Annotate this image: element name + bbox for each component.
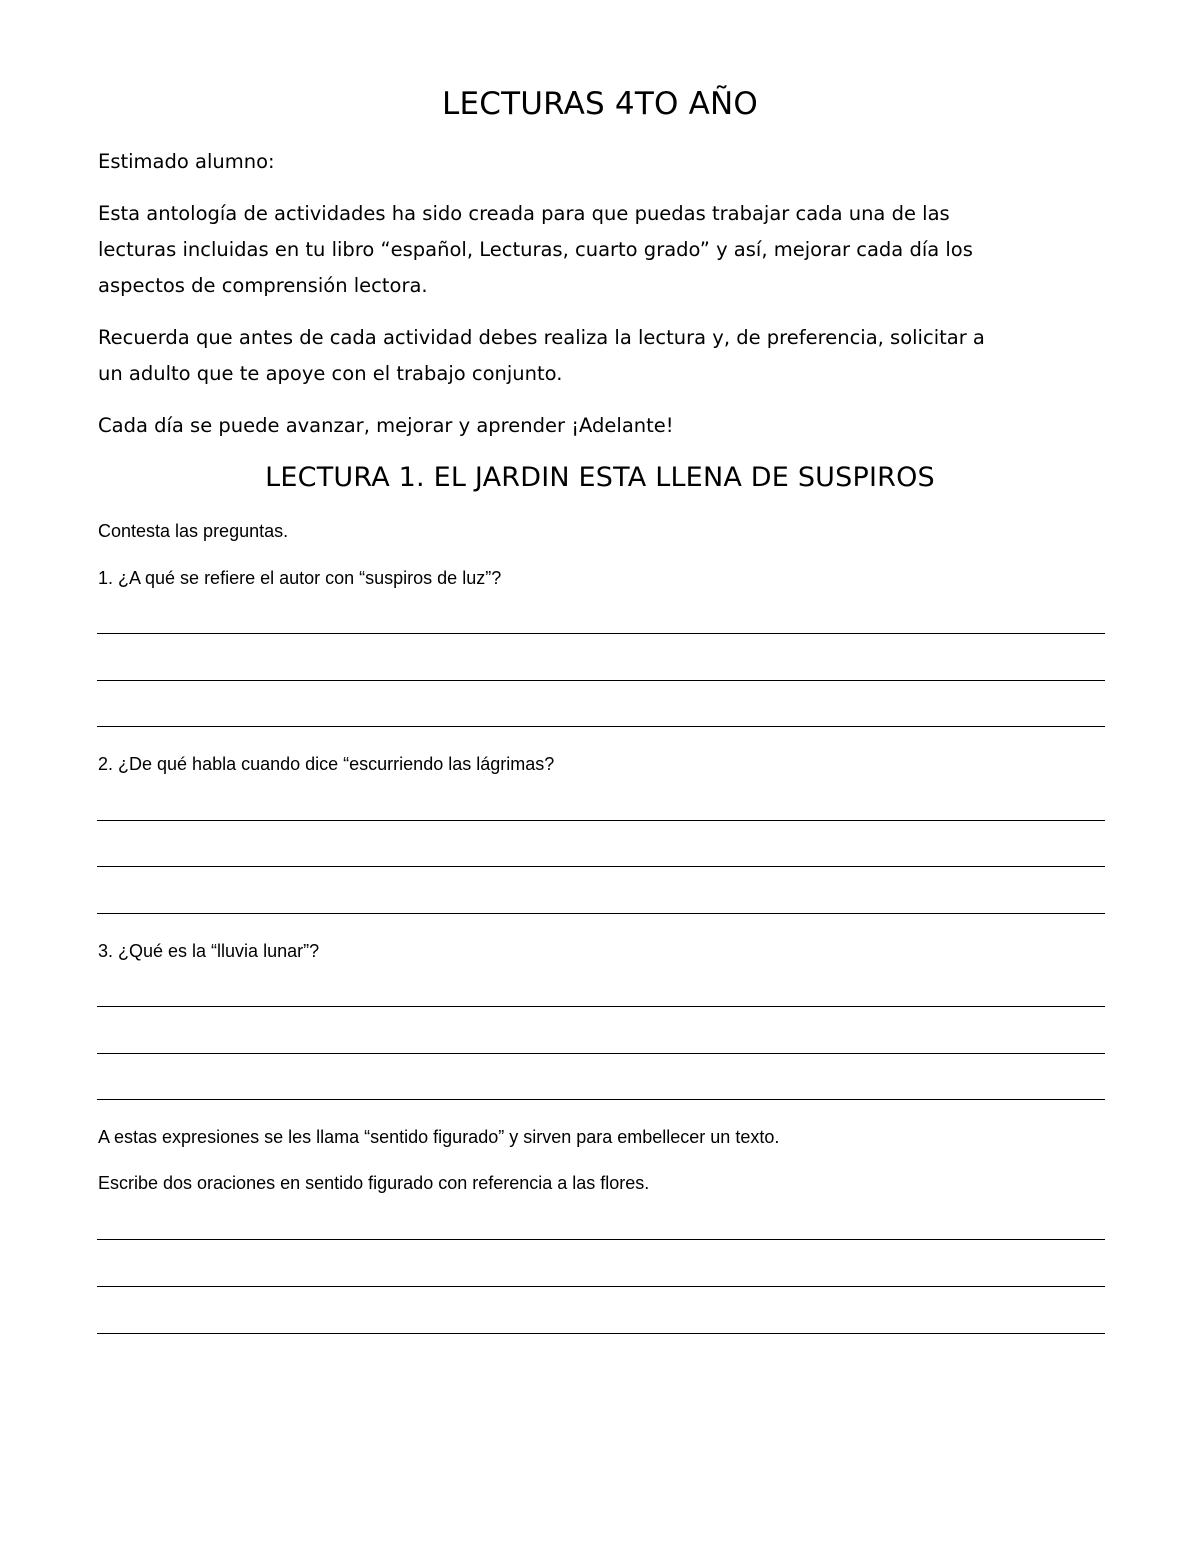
answer-line-q1-1[interactable]: [97, 633, 1105, 634]
instruction: Contesta las preguntas.: [98, 521, 289, 541]
answer-line-q1-2[interactable]: [97, 680, 1105, 681]
answer-line-q3-1[interactable]: [97, 1006, 1105, 1007]
answer-line-q1-3[interactable]: [97, 726, 1105, 727]
intro-paragraph-line-1: Esta antología de actividades ha sido creada para que puedas trabajar cada una de las: [98, 202, 950, 225]
intro-paragraph-line-2: lecturas incluidas en tu libro “español, Lecturas, cuarto grado” y así, mejorar cada día los: [98, 238, 973, 261]
answer-line-q2-3[interactable]: [97, 913, 1105, 914]
question-1: 1. ¿A qué se refiere el autor con “suspiros de luz”?: [98, 568, 502, 588]
intro-paragraph-line-3: aspectos de comprensión lectora.: [98, 274, 428, 297]
answer-line-q3-3[interactable]: [97, 1099, 1105, 1100]
answer-line-q2-1[interactable]: [97, 820, 1105, 821]
question-2: 2. ¿De qué habla cuando dice “escurriendo las lágrimas?: [98, 754, 555, 774]
question-3: 3. ¿Qué es la “lluvia lunar”?: [98, 941, 320, 961]
answer-line-q3-2[interactable]: [97, 1053, 1105, 1054]
answer-line-task-3[interactable]: [97, 1333, 1105, 1334]
writing-task: Escribe dos oraciones en sentido figurado con referencia a las flores.: [98, 1173, 650, 1193]
reminder-paragraph-line-2: un adulto que te apoye con el trabajo conjunto.: [98, 362, 563, 385]
reminder-paragraph-line-1: Recuerda que antes de cada actividad debes realiza la lectura y, de preferencia, solicitar a: [98, 326, 985, 349]
figurative-sense-note: A estas expresiones se les llama “sentido figurado” y sirven para embellecer un texto.: [98, 1127, 780, 1147]
encouragement-paragraph: Cada día se puede avanzar, mejorar y aprender ¡Adelante!: [98, 414, 674, 437]
answer-line-q2-2[interactable]: [97, 866, 1105, 867]
answer-line-task-1[interactable]: [97, 1239, 1105, 1240]
answer-line-task-2[interactable]: [97, 1286, 1105, 1287]
greeting: Estimado alumno:: [98, 150, 275, 173]
document-title: LECTURAS 4TO AÑO: [441, 86, 759, 122]
section-title: LECTURA 1. EL JARDIN ESTA LLENA DE SUSPIROS: [265, 462, 935, 493]
